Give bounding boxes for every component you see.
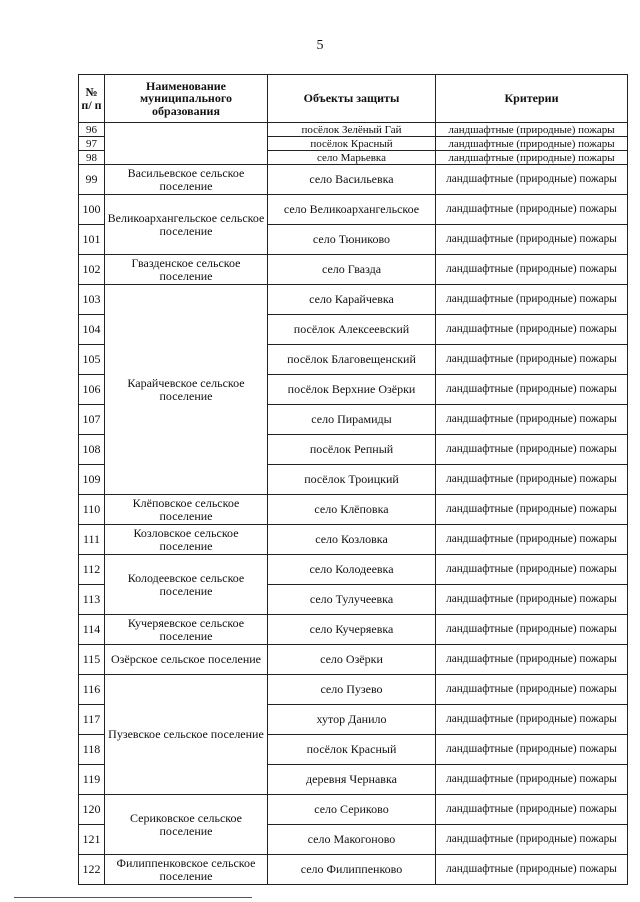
table-row [79,195,628,225]
criteria-cell: ландшафтные (природные) пожары [436,465,628,495]
criteria-cell: ландшафтные (природные) пожары [436,345,628,375]
municipality-cell: Колодеевское сельское поселение [105,555,268,615]
page-number: 5 [316,38,324,53]
protection-object: село Тюниково [268,225,436,255]
protection-object: село Гвазда [268,255,436,285]
municipality-cell: Великоархангельское сельское поселение [105,195,268,255]
protection-object: село Карайчевка [268,285,436,315]
criteria-cell: ландшафтные (природные) пожары [436,585,628,615]
row-number: 100 [79,195,105,225]
header-municipality: Наименование муниципального образования [105,75,268,123]
table-row [79,255,628,285]
row-number: 99 [79,165,105,195]
row-number: 114 [79,615,105,645]
protection-object: посёлок Верхние Озёрки [268,375,436,405]
municipality-cell: Пузевское сельское поселение [105,675,268,795]
criteria-cell: ландшафтные (природные) пожары [436,795,628,825]
criteria-cell: ландшафтные (природные) пожары [436,405,628,435]
row-number: 103 [79,285,105,315]
criteria-cell: ландшафтные (природные) пожары [436,165,628,195]
header-row [79,75,628,123]
criteria-cell: ландшафтные (природные) пожары [436,705,628,735]
criteria-cell: ландшафтные (природные) пожары [436,255,628,285]
table-row [79,165,628,195]
criteria-cell: ландшафтные (природные) пожары [436,495,628,525]
protection-object: село Козловка [268,525,436,555]
criteria-cell: ландшафтные (природные) пожары [436,137,628,151]
protection-object: посёлок Репный [268,435,436,465]
row-number: 101 [79,225,105,255]
row-number: 108 [79,435,105,465]
row-number: 105 [79,345,105,375]
municipality-cell: Козловское сельское поселение [105,525,268,555]
table-row [79,555,628,585]
row-number: 110 [79,495,105,525]
criteria-cell: ландшафтные (природные) пожары [436,525,628,555]
municipality-cell: Клёповское сельское поселение [105,495,268,525]
protection-object: село Пирамиды [268,405,436,435]
protection-object: село Сериково [268,795,436,825]
criteria-cell: ландшафтные (природные) пожары [436,855,628,885]
footnote-separator [14,897,252,898]
municipality-cell: Филиппенковское сельское поселение [105,855,268,885]
row-number: 121 [79,825,105,855]
municipality-cell: Озёрское сельское поселение [105,645,268,675]
criteria-cell: ландшафтные (природные) пожары [436,765,628,795]
criteria-cell: ландшафтные (природные) пожары [436,675,628,705]
header-number: № п/ п [79,75,105,123]
municipality-cell: Гвазденское сельское поселение [105,255,268,285]
criteria-cell: ландшафтные (природные) пожары [436,615,628,645]
row-number: 120 [79,795,105,825]
row-number: 107 [79,405,105,435]
table-row [79,615,628,645]
criteria-cell: ландшафтные (природные) пожары [436,735,628,765]
table-row [79,495,628,525]
header-objects: Объекты защиты [268,75,436,123]
criteria-cell: ландшафтные (природные) пожары [436,315,628,345]
protection-object: посёлок Алексеевский [268,315,436,345]
protection-object: село Великоархангельское [268,195,436,225]
municipality-cell [105,123,268,165]
protection-object: село Макогоново [268,825,436,855]
protection-object: село Озёрки [268,645,436,675]
protection-objects-table [78,74,628,885]
municipality-cell: Сериковское сельское поселение [105,795,268,855]
table-row [79,123,628,137]
criteria-cell: ландшафтные (природные) пожары [436,645,628,675]
row-number: 98 [79,151,105,165]
row-number: 122 [79,855,105,885]
municipality-cell: Карайчевское сельское поселение [105,285,268,495]
municipality-cell: Васильевское сельское поселение [105,165,268,195]
table-row [79,285,628,315]
row-number: 112 [79,555,105,585]
protection-object: село Клёповка [268,495,436,525]
municipality-cell: Кучеряевское сельское поселение [105,615,268,645]
row-number: 97 [79,137,105,151]
protection-object: хутор Данило [268,705,436,735]
criteria-cell: ландшафтные (природные) пожары [436,225,628,255]
row-number: 118 [79,735,105,765]
row-number: 102 [79,255,105,285]
criteria-cell: ландшафтные (природные) пожары [436,195,628,225]
row-number: 109 [79,465,105,495]
row-number: 106 [79,375,105,405]
row-number: 113 [79,585,105,615]
criteria-cell: ландшафтные (природные) пожары [436,375,628,405]
table-row [79,645,628,675]
protection-object: посёлок Троицкий [268,465,436,495]
protection-object: село Колодеевка [268,555,436,585]
criteria-cell: ландшафтные (природные) пожары [436,435,628,465]
row-number: 104 [79,315,105,345]
header-criteria: Критерии [436,75,628,123]
table-row [79,795,628,825]
table-row [79,675,628,705]
protection-object: посёлок Красный [268,137,436,151]
criteria-cell: ландшафтные (природные) пожары [436,825,628,855]
row-number: 119 [79,765,105,795]
table-row [79,855,628,885]
row-number: 96 [79,123,105,137]
protection-object: село Васильевка [268,165,436,195]
criteria-cell: ландшафтные (природные) пожары [436,285,628,315]
protection-object: деревня Чернавка [268,765,436,795]
protection-object: посёлок Благовещенский [268,345,436,375]
criteria-cell: ландшафтные (природные) пожары [436,555,628,585]
protection-object: посёлок Красный [268,735,436,765]
protection-object: село Тулучеевка [268,585,436,615]
row-number: 117 [79,705,105,735]
row-number: 111 [79,525,105,555]
protection-object: посёлок Зелёный Гай [268,123,436,137]
protection-object: село Пузево [268,675,436,705]
criteria-cell: ландшафтные (природные) пожары [436,123,628,137]
table-row [79,525,628,555]
criteria-cell: ландшафтные (природные) пожары [436,151,628,165]
protection-object: село Марьевка [268,151,436,165]
row-number: 116 [79,675,105,705]
row-number: 115 [79,645,105,675]
protection-object: село Филиппенково [268,855,436,885]
protection-object: село Кучеряевка [268,615,436,645]
